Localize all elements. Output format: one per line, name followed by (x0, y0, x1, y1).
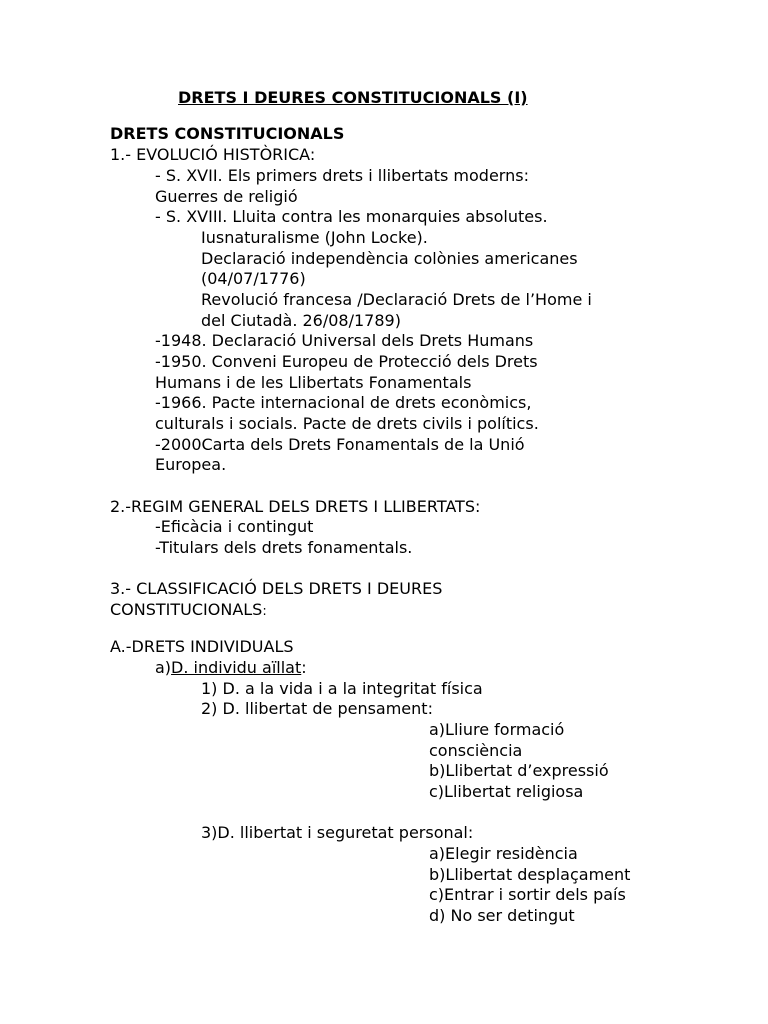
subsection-a-heading: a)D. individu aïllat: (155, 658, 307, 677)
text-line: (04/07/1776) (201, 269, 306, 288)
list-subitem: c)Entrar i sortir dels país (429, 885, 626, 904)
list-subitem: a)Elegir residència (429, 844, 578, 863)
list-item: 1) D. a la vida i a la integritat física (201, 679, 483, 698)
text-line: culturals i socials. Pacte de drets civils i polítics. (155, 414, 539, 433)
text-line: Humans i de les Llibertats Fonamentals (155, 373, 472, 392)
list-subitem: consciència (429, 741, 523, 760)
list-item: 3)D. llibertat i seguretat personal: (201, 823, 474, 842)
list-subitem: c)Llibertat religiosa (429, 782, 584, 801)
section-2-heading: 2.-REGIM GENERAL DELS DRETS I LLIBERTATS: (110, 497, 481, 516)
section-1-heading: 1.- EVOLUCIÓ HISTÒRICA: (110, 145, 316, 164)
text-line: -1948. Declaració Universal dels Drets Humans (155, 331, 534, 350)
text-line: -Eficàcia i contingut (155, 517, 314, 536)
list-subitem: b)Llibertat desplaçament (429, 865, 631, 884)
text-line: Iusnaturalisme (John Locke). (201, 228, 428, 247)
section-3-heading-continued: CONSTITUCIONALS: (110, 600, 267, 619)
text-line: -1950. Conveni Europeu de Protecció dels Drets (155, 352, 538, 371)
text-line: Guerres de religió (155, 187, 298, 206)
text-line: - S. XVIII. Lluita contra les monarquies absolutes. (155, 207, 548, 226)
text-line: -Titulars dels drets fonamentals. (155, 538, 413, 557)
text-line: Declaració independència colònies americanes (201, 249, 578, 268)
text-line: del Ciutadà. 26/08/1789) (201, 311, 401, 330)
text-line: Europea. (155, 455, 227, 474)
text-line: -1966. Pacte internacional de drets econòmics, (155, 393, 532, 412)
text-line: Revolució francesa /Declaració Drets de l’Home i (201, 290, 592, 309)
section-3-heading: 3.- CLASSIFICACIÓ DELS DRETS I DEURES (110, 579, 443, 598)
text-line: - S. XVII. Els primers drets i llibertats moderns: (155, 166, 529, 185)
list-subitem: d) No ser detingut (429, 906, 575, 925)
list-item: 2) D. llibertat de pensament: (201, 699, 433, 718)
section-heading: DRETS CONSTITUCIONALS (110, 124, 345, 143)
document-title: DRETS I DEURES CONSTITUCIONALS (I) (178, 88, 528, 107)
list-subitem: b)Llibertat d’expressió (429, 761, 609, 780)
text-line: -2000Carta dels Drets Fonamentals de la Unió (155, 435, 525, 454)
section-a-heading: A.-DRETS INDIVIDUALS (110, 637, 294, 656)
list-subitem: a)Lliure formació (429, 720, 565, 739)
